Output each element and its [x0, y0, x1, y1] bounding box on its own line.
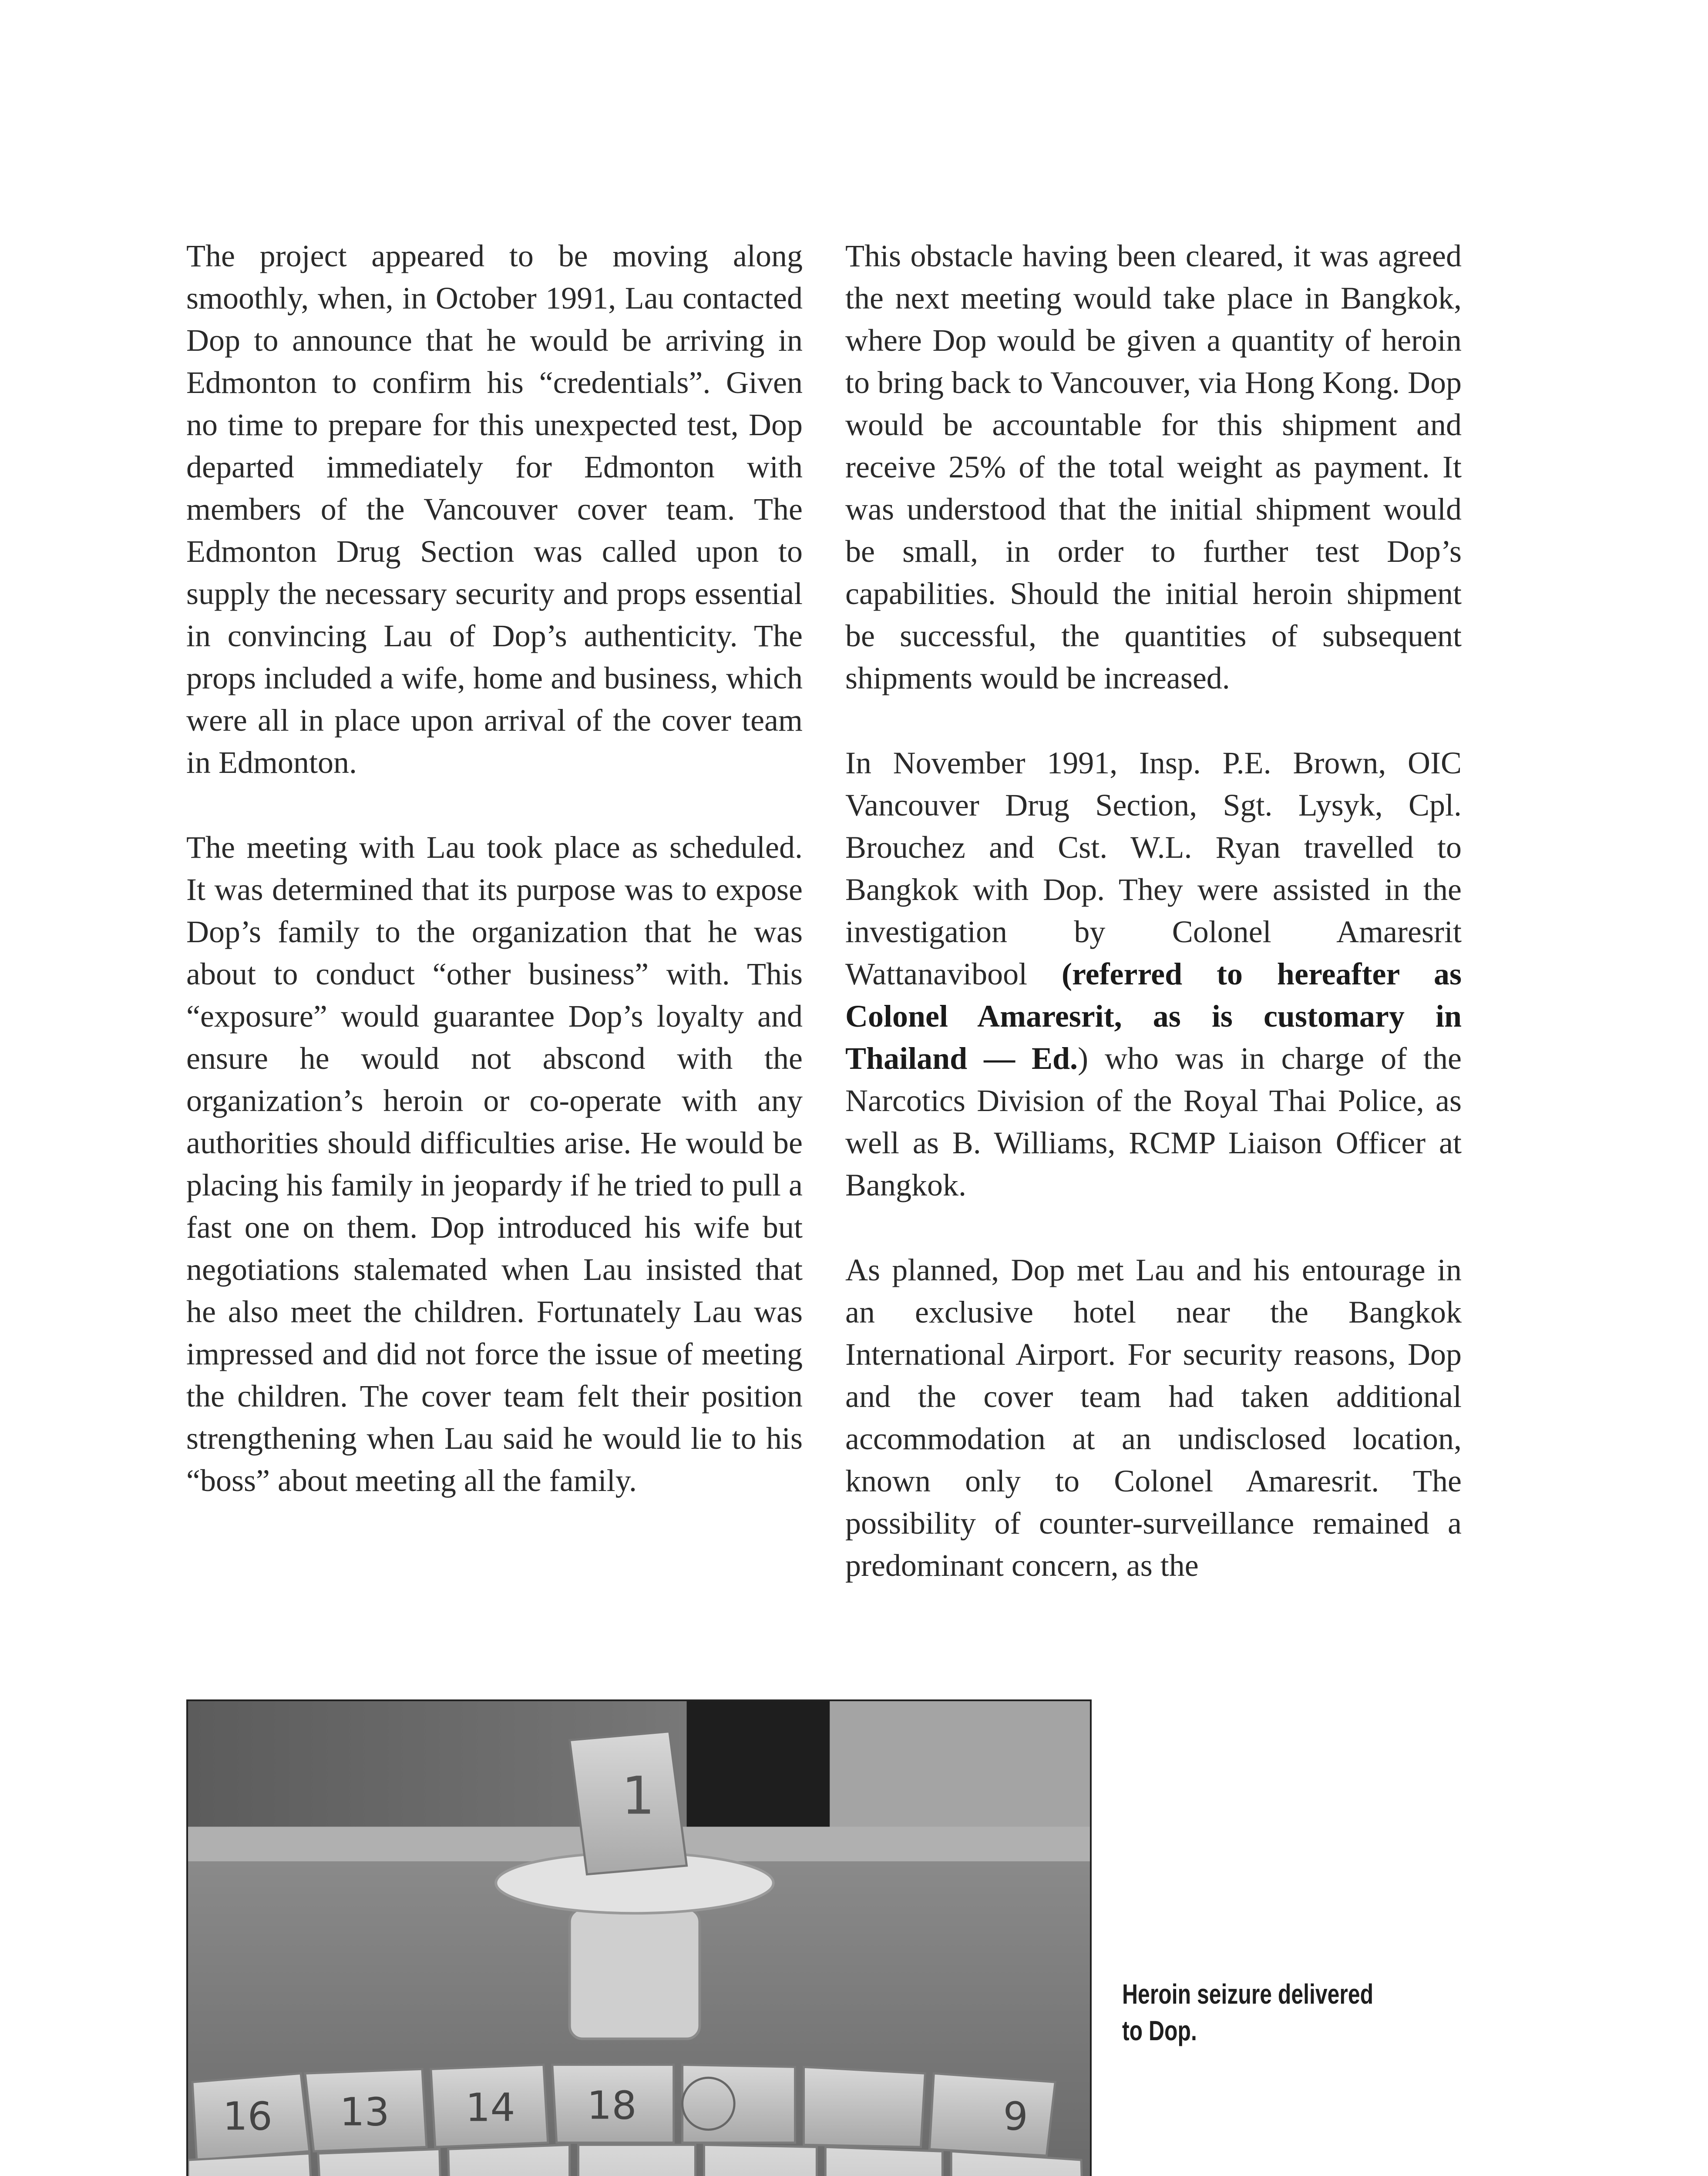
editor-note: (referred to hereafter as Colonel Amaresrit, as is customary in Thailand — Ed.: [845, 957, 1462, 1076]
package-number: 16: [222, 2094, 272, 2139]
package-number: 13: [340, 2089, 390, 2135]
package-number: 18: [587, 2083, 637, 2129]
body-paragraph: The meeting with Lau took place as scheduled. It was determined that its purpose was to expose Dop’s family to the organization that he was about to conduct “other business” with. This “exposure” would guarantee Dop’s loyalty and ensure he would not abscond with the organization’s heroin or co-operate with any authorities should difficulties arise. He would be placing his family in jeopardy if he tried to pull a fast one on them. Dop introduced his wife but negotiations stalemated when Lau insisted that he also meet the children. Fortunately Lau was impressed and did not force the issue of meeting the children. The cover team felt their position strengthening when Lau said he would lie to his “boss” about meeting all the family.: [186, 830, 803, 1498]
body-paragraph-with-editor-note: [845, 742, 1462, 1206]
photo-caption: Heroin seizure delivered to Dop.: [1122, 1978, 1374, 2046]
body-paragraph: The project appeared to be moving along smoothly, when, in October 1991, Lau contacted Dop to announce that he would be arriving in Edmonton to confirm his “credentials”. Given no time to prepare for this unexpected test, Dop departed immediately for Edmonton with members of the Vancouver cover team. The Edmonton Drug Section was called upon to supply the necessary security and props essential in convincing Lau of Dop’s authenticity. The props included a wife, home and business, which were all in place upon arrival of the cover team in Edmonton.: [186, 238, 803, 780]
package-on-scale: [570, 1732, 687, 1874]
paragraph-text: In November 1991, Insp. P.E. Brown, OIC Vancouver Drug Section, Sgt. Lysyk, Cpl. Brouchez and Cst. W.L. Ryan travelled to Bangkok with Dop. They were assisted in the investigation by Colonel Amaresrit Wattanavibool: [845, 745, 1462, 991]
package-number: 14: [465, 2085, 515, 2131]
right-text-column: [845, 235, 1462, 1629]
heroin-seizure-photo: [186, 1699, 1092, 2176]
left-text-column: [186, 235, 803, 1545]
paragraph-text: ) who was in charge of the Narcotics Division of the Royal Thai Police, as well as B. Williams, RCMP Liaison Officer at Bangkok.: [845, 1041, 1462, 1202]
body-paragraph: As planned, Dop met Lau and his entourage in an exclusive hotel near the Bangkok International Airport. For security reasons, Dop and the cover team had taken additional accommodation at an undisclosed location, known only to Colonel Amaresrit. The possibility of counter-surveillance remained a predominant concern, as the: [845, 1253, 1462, 1583]
package-number: 9: [1003, 2094, 1028, 2139]
package-number: 1: [622, 1766, 655, 1827]
body-paragraph: This obstacle having been cleared, it was agreed the next meeting would take place in Bangkok, where Dop would be given a quantity of heroin to bring back to Vancouver, via Hong Kong. Dop would be accountable for this shipment and receive 25% of the total weight as payment. It was understood that the initial shipment would be small, in order to further test Dop’s capabilities. Should the initial heroin shipment be successful, the quantities of subsequent shipments would be increased.: [845, 238, 1462, 695]
